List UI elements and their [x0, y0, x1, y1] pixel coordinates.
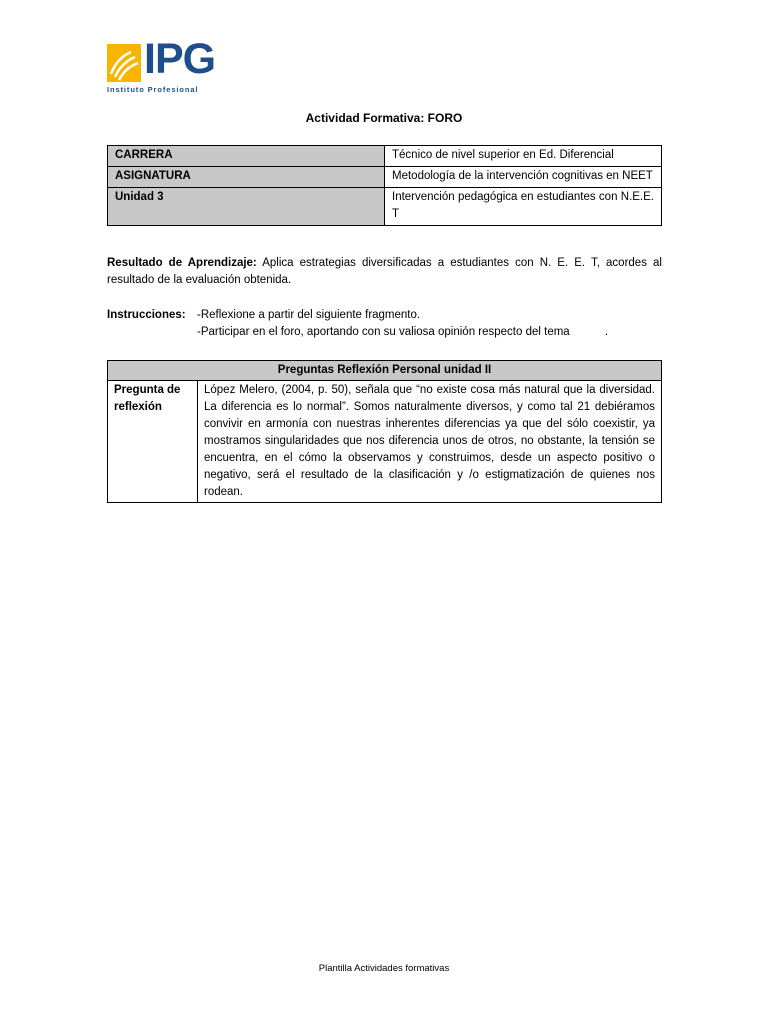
question-text: López Melero, (2004, p. 50), señala que “no existe cosa más natural que la diversidad. La diferencia es lo normal”. Somos naturalmente diversos, y como tal 21 debiéramos convivir en armonía con nuestras inherentes diferencias ya que del sólo coexistir, ya mostramos singularidades que nos diferencia unos de otros, no obstante, la tensión se encuentra, en el cómo la observamos y construimos, desde un aspecto positivo o negativo, será el resultado de la clasificación y /o estigmatización de quienes nos rodean. [198, 381, 662, 503]
table-header-row [108, 361, 662, 381]
logo-subtitle: Instituto Profesional [107, 85, 199, 94]
document-title: Actividad Formativa: FORO [305, 111, 463, 125]
learning-outcome-label: Resultado de Aprendizaje: [107, 257, 257, 269]
page-footer: Plantilla Actividades formativas [318, 963, 450, 974]
table-row [108, 188, 662, 226]
instruction-line-2: -Participar en el foro, aportando con su valiosa opinión respecto del tema . [197, 326, 609, 338]
unidad-label: Unidad 3 [108, 188, 385, 226]
question-label: Pregunta de reflexión [108, 381, 198, 503]
carrera-label: CARRERA [108, 146, 385, 167]
table-row [108, 381, 662, 503]
asignatura-label: ASIGNATURA [108, 167, 385, 188]
instructions [107, 307, 667, 341]
questions-table [107, 360, 662, 503]
table-row [108, 167, 662, 188]
carrera-value: Técnico de nivel superior en Ed. Diferencial [385, 146, 662, 167]
table-row [108, 146, 662, 167]
logo-name: IPG [144, 35, 216, 83]
learning-outcome [107, 255, 662, 289]
instruction-line-1: -Reflexione a partir del siguiente fragmento. [197, 309, 421, 321]
asignatura-value: Metodología de la intervención cognitivas en NEET [385, 167, 662, 188]
ipg-logo [107, 35, 217, 96]
unidad-value: Intervención pedagógica en estudiantes con N.E.E. T [385, 188, 662, 226]
questions-table-header: Preguntas Reflexión Personal unidad II [108, 361, 662, 381]
logo-mark-icon [107, 44, 141, 82]
info-table [107, 145, 662, 226]
learning-outcome-text: Aplica estrategias diversificadas a estudiantes con N. E. E. T, acordes al resultado de la evaluación obtenida. [107, 257, 662, 286]
instructions-label: Instrucciones: [107, 309, 186, 321]
